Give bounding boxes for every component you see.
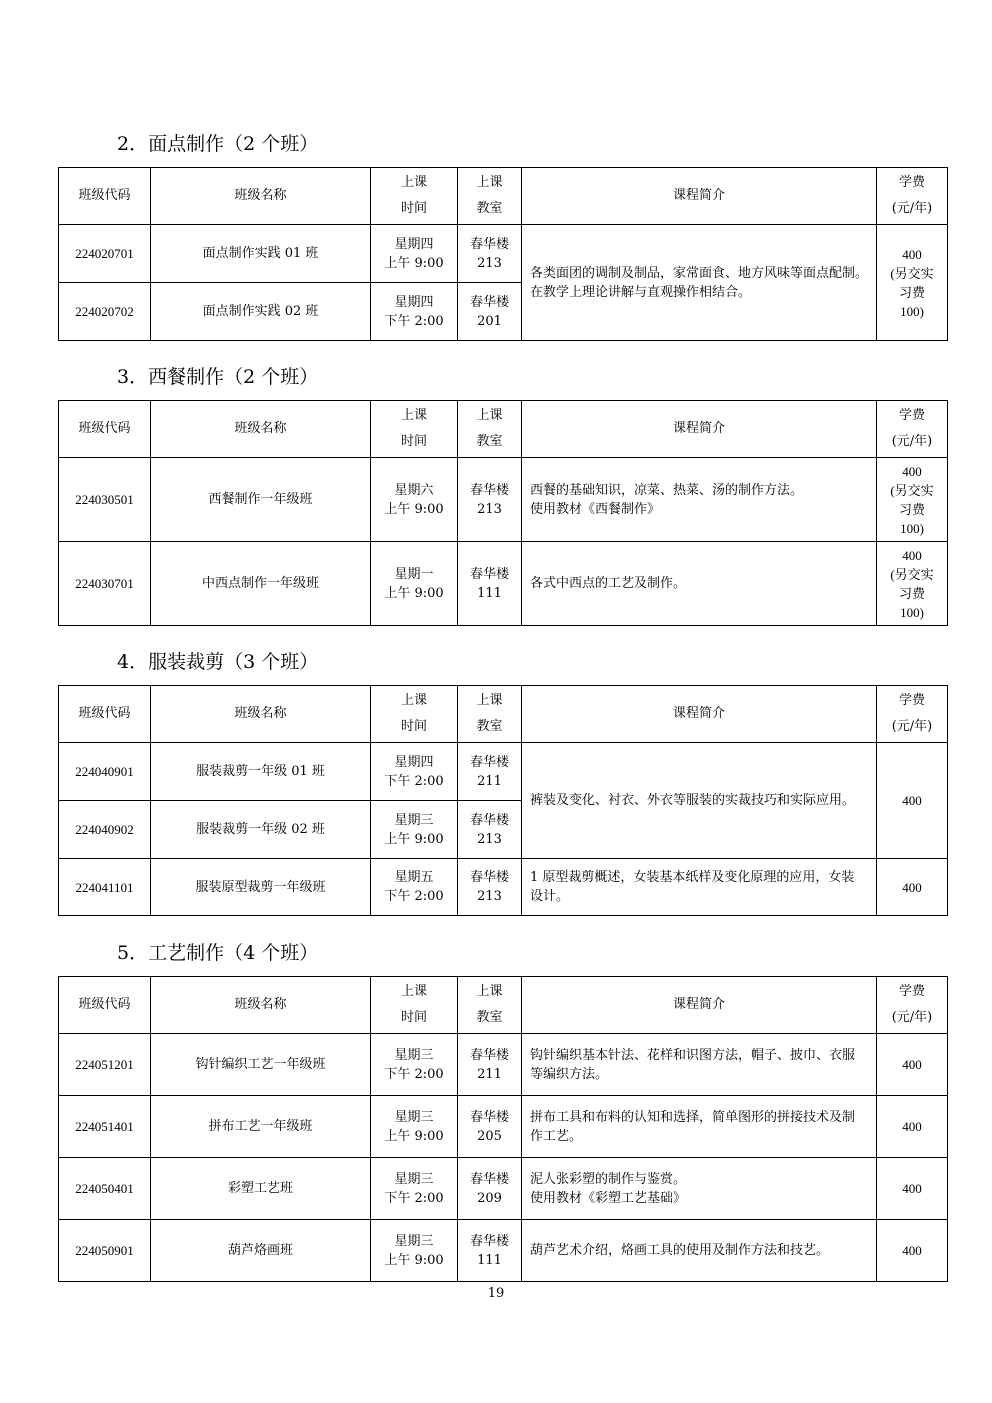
- class-time: 星期三 下午 2:00: [371, 1158, 458, 1220]
- header-code: 班级代码: [59, 686, 151, 743]
- header-time: 上课 时间: [371, 168, 458, 225]
- class-time: 星期四 下午 2:00: [371, 743, 458, 801]
- header-name: 班级名称: [151, 168, 371, 225]
- course-intro: 1 原型裁剪概述，女装基本纸样及变化原理的应用，女装 设计。: [522, 859, 877, 916]
- course-intro: 各类面团的调制及制品，家常面食、地方风味等面点配制。 在教学上理论讲解与直观操作相结合。: [522, 225, 877, 341]
- header-fee: 学费 (元/年): [877, 401, 948, 458]
- header-intro: 课程简介: [522, 168, 877, 225]
- class-name: 拼布工艺一年级班: [151, 1096, 371, 1158]
- class-time: 星期三 上午 9:00: [371, 1096, 458, 1158]
- class-time: 星期三 下午 2:00: [371, 1034, 458, 1096]
- tuition-fee: 400: [877, 1220, 948, 1282]
- class-name: 钩针编织工艺一年级班: [151, 1034, 371, 1096]
- class-time: 星期五 下午 2:00: [371, 859, 458, 916]
- course-intro: 葫芦艺术介绍，烙画工具的使用及制作方法和技艺。: [522, 1220, 877, 1282]
- header-room: 上课 教室: [458, 168, 522, 225]
- class-time: 星期三 上午 9:00: [371, 1220, 458, 1282]
- class-room: 春华楼 111: [458, 542, 522, 626]
- class-name: 服装原型裁剪一年级班: [151, 859, 371, 916]
- class-room: 春华楼 211: [458, 743, 522, 801]
- header-room: 上课 教室: [458, 977, 522, 1034]
- class-time: 星期一 上午 9:00: [371, 542, 458, 626]
- class-room: 春华楼 213: [458, 801, 522, 859]
- class-name: 葫芦烙画班: [151, 1220, 371, 1282]
- class-code: 224030501: [59, 458, 151, 542]
- class-room: 春华楼 209: [458, 1158, 522, 1220]
- header-name: 班级名称: [151, 686, 371, 743]
- class-room: 春华楼 211: [458, 1034, 522, 1096]
- table-row: [59, 859, 948, 916]
- class-name: 中西点制作一年级班: [151, 542, 371, 626]
- tuition-fee: 400: [877, 1096, 948, 1158]
- section-title: 5．工艺制作（4 个班）: [117, 942, 319, 964]
- tuition-fee: 400: [877, 743, 948, 859]
- class-code: 224051401: [59, 1096, 151, 1158]
- class-time: 星期三 上午 9:00: [371, 801, 458, 859]
- tuition-fee: 400: [877, 1034, 948, 1096]
- tuition-fee: 400 (另交实 习费 100): [877, 458, 948, 542]
- class-name: 面点制作实践 02 班: [151, 283, 371, 341]
- class-time: 星期四 上午 9:00: [371, 225, 458, 283]
- table-row: [59, 1096, 948, 1158]
- class-time: 星期四 下午 2:00: [371, 283, 458, 341]
- course-intro: 钩针编织基本针法、花样和识图方法，帽子、披巾、衣服 等编织方法。: [522, 1034, 877, 1096]
- header-room: 上课 教室: [458, 686, 522, 743]
- tuition-fee: 400: [877, 1158, 948, 1220]
- page-number: 19: [487, 1286, 505, 1301]
- header-time: 上课 时间: [371, 977, 458, 1034]
- course-table: [58, 976, 948, 1282]
- class-name: 面点制作实践 01 班: [151, 225, 371, 283]
- header-row: [59, 168, 948, 225]
- class-time: 星期六 上午 9:00: [371, 458, 458, 542]
- table-row: [59, 225, 948, 283]
- class-code: 224030701: [59, 542, 151, 626]
- header-fee: 学费 (元/年): [877, 977, 948, 1034]
- class-room: 春华楼 213: [458, 458, 522, 542]
- section-title: 2．面点制作（2 个班）: [117, 133, 319, 155]
- course-table: [58, 400, 948, 626]
- header-name: 班级名称: [151, 977, 371, 1034]
- table-row: [59, 1220, 948, 1282]
- table-row: [59, 743, 948, 801]
- tuition-fee: 400: [877, 859, 948, 916]
- header-time: 上课 时间: [371, 686, 458, 743]
- section-title: 3．西餐制作（2 个班）: [117, 366, 319, 388]
- course-intro: 裤装及变化、衬衣、外衣等服装的实裁技巧和实际应用。: [522, 743, 877, 859]
- course-table: [58, 167, 948, 341]
- class-code: 224050901: [59, 1220, 151, 1282]
- tuition-fee: 400 (另交实 习费 100): [877, 225, 948, 341]
- header-code: 班级代码: [59, 168, 151, 225]
- header-code: 班级代码: [59, 977, 151, 1034]
- class-code: 224040901: [59, 743, 151, 801]
- header-intro: 课程简介: [522, 401, 877, 458]
- class-code: 224020702: [59, 283, 151, 341]
- tuition-fee: 400 (另交实 习费 100): [877, 542, 948, 626]
- table-row: [59, 458, 948, 542]
- class-name: 服装裁剪一年级 01 班: [151, 743, 371, 801]
- course-intro: 泥人张彩塑的制作与鉴赏。 使用教材《彩塑工艺基础》: [522, 1158, 877, 1220]
- course-table: [58, 685, 948, 916]
- header-row: [59, 686, 948, 743]
- class-code: 224040902: [59, 801, 151, 859]
- header-fee: 学费 (元/年): [877, 168, 948, 225]
- header-room: 上课 教室: [458, 401, 522, 458]
- table-row: [59, 542, 948, 626]
- class-name: 服装裁剪一年级 02 班: [151, 801, 371, 859]
- course-intro: 西餐的基础知识，凉菜、热菜、汤的制作方法。 使用教材《西餐制作》: [522, 458, 877, 542]
- class-code: 224051201: [59, 1034, 151, 1096]
- header-row: [59, 977, 948, 1034]
- class-name: 西餐制作一年级班: [151, 458, 371, 542]
- class-code: 224041101: [59, 859, 151, 916]
- class-code: 224050401: [59, 1158, 151, 1220]
- header-code: 班级代码: [59, 401, 151, 458]
- header-time: 上课 时间: [371, 401, 458, 458]
- table-row: [59, 1158, 948, 1220]
- section-title: 4．服装裁剪（3 个班）: [117, 651, 319, 673]
- class-room: 春华楼 213: [458, 225, 522, 283]
- header-intro: 课程简介: [522, 977, 877, 1034]
- table-row: [59, 1034, 948, 1096]
- class-name: 彩塑工艺班: [151, 1158, 371, 1220]
- course-intro: 拼布工具和布料的认知和选择，简单图形的拼接技术及制 作工艺。: [522, 1096, 877, 1158]
- class-code: 224020701: [59, 225, 151, 283]
- class-room: 春华楼 205: [458, 1096, 522, 1158]
- header-fee: 学费 (元/年): [877, 686, 948, 743]
- header-intro: 课程简介: [522, 686, 877, 743]
- course-intro: 各式中西点的工艺及制作。: [522, 542, 877, 626]
- class-room: 春华楼 201: [458, 283, 522, 341]
- class-room: 春华楼 111: [458, 1220, 522, 1282]
- header-row: [59, 401, 948, 458]
- class-room: 春华楼 213: [458, 859, 522, 916]
- header-name: 班级名称: [151, 401, 371, 458]
